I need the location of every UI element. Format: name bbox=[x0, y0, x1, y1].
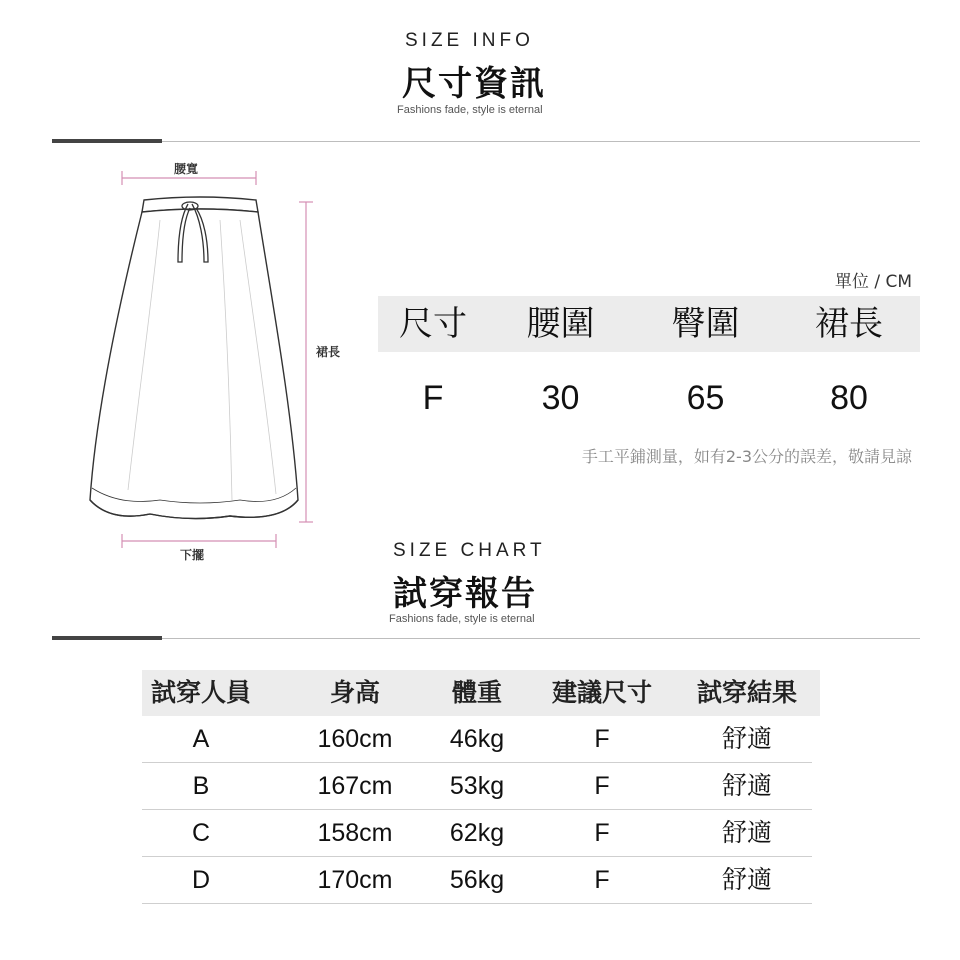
tester-cell: C bbox=[191, 819, 211, 847]
size-chart-tagline: Fashions fade, style is eternal bbox=[389, 613, 535, 625]
fit-header-tester: 試穿人員 bbox=[150, 678, 251, 707]
size-cell: F bbox=[594, 725, 610, 753]
tester-cell: D bbox=[191, 866, 211, 894]
length-label: 裙長 bbox=[316, 345, 341, 359]
skirt-outline bbox=[90, 197, 298, 519]
table-row bbox=[142, 716, 812, 763]
height-cell: 158cm bbox=[317, 819, 393, 847]
size-info-title: 尺寸資訊 bbox=[402, 64, 546, 104]
result-cell: 舒適 bbox=[721, 818, 772, 847]
waist-label: 腰寬 bbox=[174, 162, 199, 176]
size-value: F bbox=[422, 379, 444, 417]
weight-cell: 53kg bbox=[449, 772, 505, 800]
size-header-hip: 臀圍 bbox=[671, 304, 740, 344]
result-cell: 舒適 bbox=[721, 771, 772, 800]
divider-accent bbox=[52, 139, 162, 143]
divider-accent bbox=[52, 636, 162, 640]
divider bbox=[52, 638, 920, 639]
size-header-waist: 腰圍 bbox=[526, 304, 595, 344]
tester-cell: A bbox=[192, 725, 210, 753]
size-chart-title: 試穿報告 bbox=[393, 574, 537, 614]
fit-table-header bbox=[142, 670, 820, 716]
table-row bbox=[142, 763, 812, 810]
weight-cell: 62kg bbox=[449, 819, 505, 847]
table-row bbox=[142, 857, 812, 904]
fit-header-height: 身高 bbox=[329, 678, 380, 707]
skirt-diagram bbox=[80, 150, 380, 570]
height-cell: 170cm bbox=[317, 866, 393, 894]
fit-header-result: 試穿結果 bbox=[696, 678, 797, 707]
hem-label: 下擺 bbox=[180, 548, 205, 562]
divider bbox=[52, 141, 920, 142]
tester-cell: B bbox=[192, 772, 210, 800]
size-table-row bbox=[378, 372, 920, 424]
unit-label: 單位 / CM bbox=[834, 272, 912, 292]
size-info-eyebrow: SIZE INFO bbox=[405, 30, 534, 51]
size-info-tagline: Fashions fade, style is eternal bbox=[397, 104, 543, 116]
height-cell: 167cm bbox=[317, 772, 393, 800]
result-cell: 舒適 bbox=[721, 865, 772, 894]
weight-cell: 46kg bbox=[449, 725, 505, 753]
weight-cell: 56kg bbox=[449, 866, 505, 894]
fit-header-weight: 體重 bbox=[451, 678, 502, 707]
size-table-header bbox=[378, 296, 920, 352]
height-cell: 160cm bbox=[317, 725, 393, 753]
result-cell: 舒適 bbox=[721, 724, 772, 753]
measurement-note: 手工平鋪測量，如有2-3公分的誤差，敬請見諒 bbox=[581, 447, 912, 466]
hip-value: 65 bbox=[686, 379, 725, 417]
size-header-length: 裙長 bbox=[815, 304, 883, 344]
size-cell: F bbox=[594, 819, 610, 847]
size-cell: F bbox=[594, 772, 610, 800]
fit-report-table bbox=[142, 670, 820, 904]
size-cell: F bbox=[594, 866, 610, 894]
fit-header-recommended-size: 建議尺寸 bbox=[551, 678, 652, 707]
size-chart-eyebrow: SIZE CHART bbox=[393, 540, 546, 561]
size-header-size: 尺寸 bbox=[399, 304, 467, 344]
table-row bbox=[142, 810, 812, 857]
length-measure-line bbox=[299, 202, 313, 522]
waist-value: 30 bbox=[541, 379, 580, 417]
length-value: 80 bbox=[830, 379, 868, 417]
